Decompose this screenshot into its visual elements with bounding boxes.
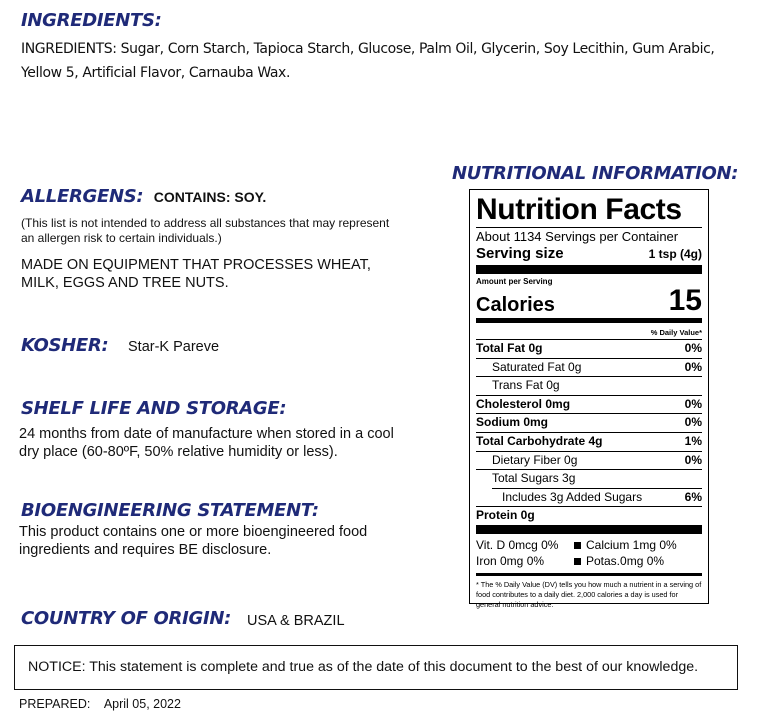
nutrient-name: Protein 0g bbox=[476, 508, 535, 523]
thick-divider bbox=[476, 265, 702, 274]
nutrient-row bbox=[476, 358, 702, 377]
ingredients-heading: INGREDIENTS: bbox=[21, 10, 162, 31]
allergens-equipment bbox=[21, 256, 371, 292]
nutrient-pct: 0% bbox=[684, 341, 702, 355]
nutrient-row bbox=[476, 432, 702, 451]
nutrient-name: Total Fat 0g bbox=[476, 341, 543, 355]
iron: Iron 0mg 0% bbox=[476, 553, 545, 568]
notice-box bbox=[14, 645, 738, 690]
nutrient-row bbox=[476, 469, 702, 488]
ingredients-line-1: INGREDIENTS: Sugar, Corn Starch, Tapioca Starch, Glucose, Palm Oil, Glycerin, Soy Lecithin, Gum Arabic, bbox=[21, 41, 715, 57]
vitamins-row-1 bbox=[476, 537, 702, 553]
bioengineering-line-2: ingredients and requires BE disclosure. bbox=[19, 542, 272, 558]
nutrient-row bbox=[476, 376, 702, 395]
bioengineering-heading: BIOENGINEERING STATEMENT: bbox=[21, 500, 319, 521]
allergens-heading: ALLERGENS: bbox=[21, 186, 144, 207]
allergens-disclaimer-line-1: (This list is not intended to address all substances that may represent bbox=[21, 216, 390, 230]
kosher-heading: KOSHER: bbox=[21, 335, 109, 356]
calcium: Calcium 1mg 0% bbox=[586, 537, 677, 552]
nutrition-heading: NUTRITIONAL INFORMATION: bbox=[452, 163, 739, 184]
nutrient-name: Total Sugars 3g bbox=[492, 471, 576, 486]
allergens-disclaimer bbox=[21, 216, 389, 246]
origin-value: USA & BRAZIL bbox=[247, 613, 345, 629]
nutrient-row bbox=[492, 488, 702, 507]
allergens-equipment-line-2: MILK, EGGS AND TREE NUTS. bbox=[21, 275, 229, 291]
nutrient-row bbox=[476, 413, 702, 432]
prepared-row bbox=[19, 697, 181, 711]
allergens-header-row bbox=[21, 186, 266, 207]
allergens-disclaimer-line-2: an allergen risk to certain individuals.) bbox=[21, 231, 222, 245]
serving-size-value: 1 tsp (4g) bbox=[648, 247, 702, 261]
bioengineering-text bbox=[19, 523, 367, 559]
notice-text: NOTICE: This statement is complete and true as of the date of this document to the best of our knowledge. bbox=[28, 659, 699, 675]
nutrient-pct: 0% bbox=[684, 452, 702, 467]
ingredients-text bbox=[21, 37, 751, 85]
calories-row bbox=[476, 286, 702, 316]
allergens-contains: CONTAINS: SOY. bbox=[153, 189, 267, 205]
servings-per-container: About 1134 Servings per Container bbox=[476, 227, 702, 245]
vitamin-d: Vit. D 0mcg 0% bbox=[476, 537, 559, 552]
shelf-life-line-2: dry place (60-80ºF, 50% relative humidity or less). bbox=[19, 444, 338, 460]
shelf-life-line-1: 24 months from date of manufacture when stored in a cool bbox=[19, 426, 394, 442]
potassium: Potas.0mg 0% bbox=[586, 553, 665, 568]
nutrition-facts-title: Nutrition Facts bbox=[476, 193, 682, 226]
shelf-life-heading: SHELF LIFE AND STORAGE: bbox=[21, 398, 287, 419]
daily-value-header: % Daily Value* bbox=[650, 328, 702, 337]
nutrient-pct: 1% bbox=[684, 433, 702, 448]
nutrient-pct: 0% bbox=[684, 396, 702, 411]
daily-value-footnote: * The % Daily Value (DV) tells you how much a nutrient in a serving of food contributes to a daily diet. 2,000 calories a day is used for general nutrition advice. bbox=[476, 573, 702, 610]
nutrient-name: Dietary Fiber 0g bbox=[492, 452, 578, 467]
square-bullet-icon bbox=[574, 558, 581, 565]
bioengineering-line-1: This product contains one or more bioengineered food bbox=[19, 524, 368, 540]
prepared-label: PREPARED: bbox=[19, 697, 91, 711]
nutrient-row bbox=[476, 451, 702, 470]
prepared-date: April 05, 2022 bbox=[103, 697, 181, 711]
nutrient-pct: 6% bbox=[684, 489, 702, 504]
vitamins-row-2 bbox=[476, 553, 702, 569]
amount-per-serving: Amount per Serving bbox=[476, 277, 553, 286]
nutrient-name: Saturated Fat 0g bbox=[492, 359, 582, 374]
square-bullet-icon bbox=[574, 542, 581, 549]
nutrient-pct: 0% bbox=[684, 415, 702, 430]
calories-label: Calories bbox=[476, 294, 555, 316]
calories-value: 15 bbox=[668, 284, 702, 317]
serving-size-row bbox=[476, 245, 702, 263]
nutrient-name: Total Carbohydrate 4g bbox=[476, 433, 603, 448]
nutrient-name: Cholesterol 0mg bbox=[476, 396, 571, 411]
shelf-life-text bbox=[19, 425, 394, 461]
nutrient-row bbox=[476, 506, 702, 525]
nutrient-pct: 0% bbox=[684, 359, 702, 374]
ingredients-line-2: Yellow 5, Artificial Flavor, Carnauba Wax. bbox=[21, 65, 290, 81]
allergens-equipment-line-1: MADE ON EQUIPMENT THAT PROCESSES WHEAT, bbox=[21, 257, 371, 273]
origin-heading: COUNTRY OF ORIGIN: bbox=[21, 608, 232, 629]
thick-divider bbox=[476, 525, 702, 534]
nutrient-name: Includes 3g Added Sugars bbox=[502, 489, 643, 504]
nutrition-facts-label bbox=[469, 189, 709, 609]
medium-divider bbox=[476, 318, 702, 323]
nutrient-row bbox=[476, 395, 702, 414]
kosher-value: Star-K Pareve bbox=[128, 339, 220, 355]
nutrient-name: Trans Fat 0g bbox=[492, 378, 560, 393]
nutrient-name: Sodium 0mg bbox=[476, 415, 549, 430]
nutrient-row bbox=[476, 339, 702, 358]
serving-size-label: Serving size bbox=[476, 245, 564, 262]
